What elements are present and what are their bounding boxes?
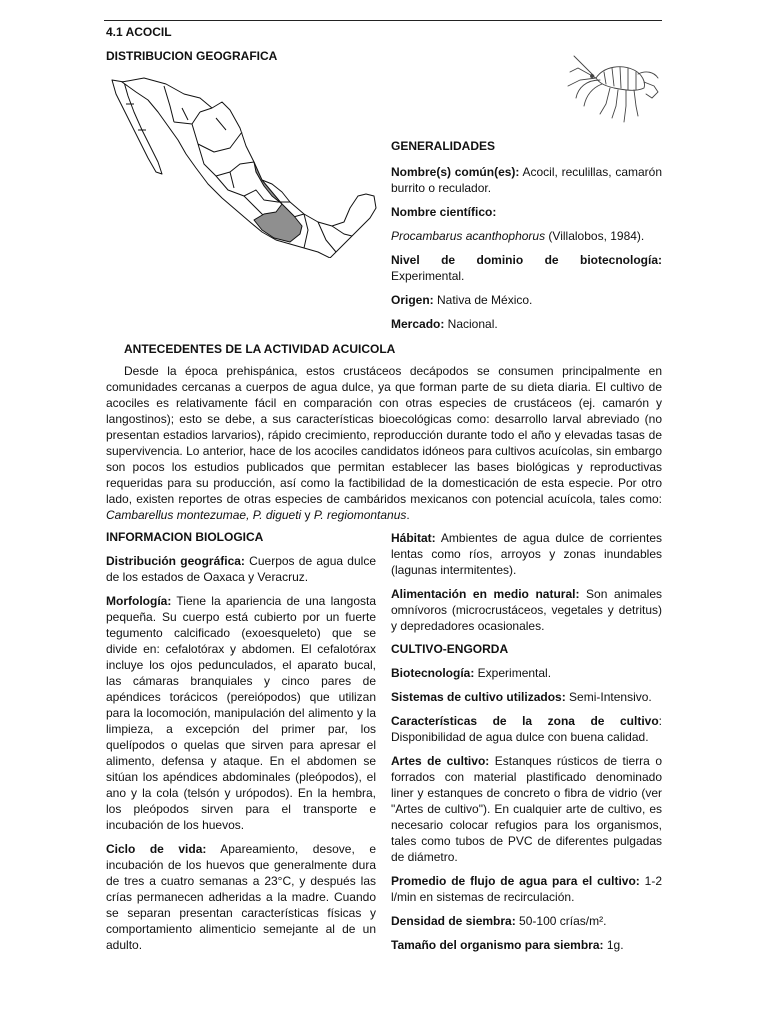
nombre-comun: Nombre(s) común(es): Acocil, reculillas, camarón burrito o reculador. <box>391 165 663 195</box>
mexico-map <box>104 72 384 258</box>
info-biologica-heading: INFORMACION BIOLOGICA <box>106 530 264 544</box>
generalidades-section <box>391 139 662 340</box>
nombre-cientifico-label: Nombre científico: <box>391 205 497 219</box>
nivel-biotecnologia: Nivel de dominio de biotecnología: Experimental. <box>391 253 662 283</box>
generalidades-heading: GENERALIDADES <box>391 139 496 153</box>
zona-cultivo: Características de la zona de cultivo: Disponibilidad de agua dulce con buena calidad. <box>391 714 662 744</box>
habitat: Hábitat: Ambientes de agua dulce de corrientes lentas como ríos, arroyos y zonas inundables (lagunas intermitentes). <box>391 531 662 577</box>
cultivo-engorda-heading: CULTIVO-ENGORDA <box>391 642 509 656</box>
morfologia: Morfología: Tiene la apariencia de una langosta pequeña. Su cuerpo está cubierto por un fuerte tegumento calcificado (exoesqueleto) que se divide en: cefalotórax y abdomen. El cefalotórax incluye los ojos pedunculados, el aparato bucal, las cámaras branquiales y cinco pares de apéndices torácicos (pereiópodos) que utilizan para la locomoción, manipulación del alimento y la limpieza, a excepción del primer par, los quelípodos o quelas que sirven para apresar el alimento, defensa y ataque. En el abdomen se sitúan los apéndices abdominales (pleópodos), el ano y la cola (telsón y urópodos). En la hembra, los pleópodos sirven para el transporte e incubación de los huevos. <box>106 594 376 832</box>
mercado: Mercado: Nacional. <box>391 317 498 331</box>
tamano-organismo: Tamaño del organismo para siembra: 1g. <box>391 938 624 952</box>
crayfish-illustration <box>566 50 662 132</box>
ciclo-de-vida: Ciclo de vida: Apareamiento, desove, e incubación de los huevos que generalmente dura de tres a cuatro semanas a 23°C, y después las crías permanecen adheridas a la madre. Cuando se separan presentan características físicas y comportamiento alimenticio semejante al de un adulto. <box>106 842 376 952</box>
sistemas-cultivo: Sistemas de cultivo utilizados: Semi-Intensivo. <box>391 690 652 704</box>
biotecnologia: Biotecnología: Experimental. <box>391 666 552 680</box>
section-title: 4.1 ACOCIL <box>106 25 172 39</box>
nombre-cientifico-value: Procambarus acanthophorus (Villalobos, 1984). <box>391 229 645 243</box>
right-column <box>391 530 662 961</box>
distribucion-geografica: Distribución geográfica: Cuerpos de agua dulce de los estados de Oaxaca y Veracruz. <box>106 554 376 584</box>
antecedentes-heading: ANTECEDENTES DE LA ACTIVIDAD ACUICOLA <box>124 342 396 356</box>
artes-cultivo: Artes de cultivo: Estanques rústicos de tierra o forrados con material plastificado denominado liner y estanques de concreto o fibra de vidrio (ver "Artes de cultivo"). En cualquier arte de cultivo, es necesario colocar refugios para los organismos, tales como tubos de PVC de diferentes pulgadas de diámetro. <box>391 754 662 864</box>
top-rule <box>104 20 662 21</box>
info-biologica-column <box>106 530 376 961</box>
antecedentes-paragraph: Desde la época prehispánica, estos crustáceos decápodos se consumen principalmente en comunidades cercanas a cuerpos de agua dulce, ya que forman parte de su dieta diaria. El cultivo de acociles es relativamente fácil en comparación con otras especies de crustáceos (ej. camarón y langostinos); esto se debe, a sus características bioecológicas como: desarrollo larval abreviado (no presentan estadios larvarios), rápido crecimiento, reproducción durante todo el año y elevadas tasas de supervivencia. Lo anterior, hace de los acociles candidatos idóneos para cultivos acuícolas, sin embargo son pocos los estudios publicados que permitan establecer las bases biológicas y reproductivas requeridas para su producción, así como la factibilidad de la domesticación de esta especie. Por otro lado, existen reportes de otras especies de cambáridos mexicanos con potencial acuícola, tales como: Cambarellus montezumae, P. digueti y P. regiomontanus. <box>106 364 662 522</box>
alimentacion: Alimentación en medio natural: Son animales omnívoros (microcrustáceos, vegetales y detritus) y depredadores ocasionales. <box>391 587 662 633</box>
distribution-title: DISTRIBUCION GEOGRAFICA <box>106 49 278 63</box>
flujo-agua: Promedio de flujo de agua para el cultivo: 1-2 l/min en sistemas de recirculación. <box>391 874 662 904</box>
densidad-siembra: Densidad de siembra: 50-100 crías/m². <box>391 914 607 928</box>
origen: Origen: Nativa de México. <box>391 293 533 307</box>
